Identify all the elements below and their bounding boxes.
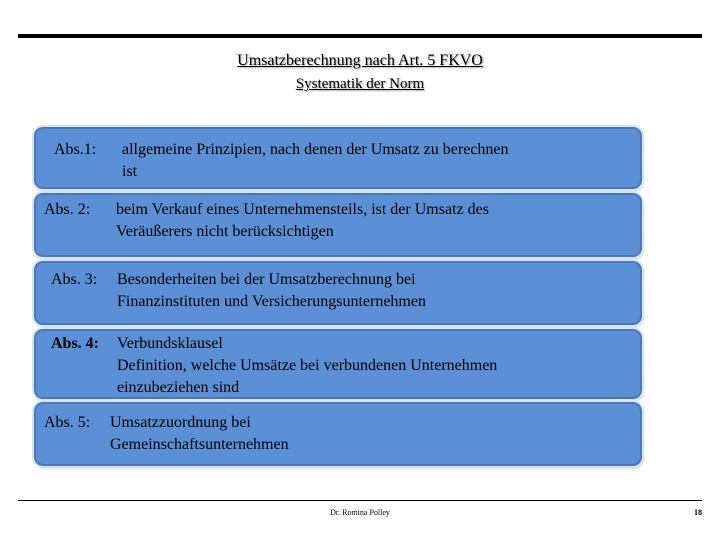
page-subtitle: Systematik der Norm	[295, 76, 425, 92]
paragraph-text	[110, 412, 289, 456]
paragraph-line: Gemeinschaftsunternehmen	[110, 436, 289, 453]
paragraph-box-abs-1	[34, 127, 642, 189]
paragraph-box-abs-2	[34, 193, 642, 257]
paragraph-line: einzubeziehen sind	[117, 379, 240, 396]
paragraph-line: Veräußerers nicht berücksichtigen	[116, 223, 334, 240]
paragraph-label: Abs. 3:	[51, 271, 98, 288]
paragraph-line: allgemeine Prinzipien, nach denen der Umsatz zu berechnen	[122, 141, 509, 158]
paragraph-label: Abs. 2:	[44, 201, 91, 218]
paragraph-label: Abs. 5:	[44, 414, 91, 431]
paragraph-line: Umsatzzuordnung bei	[110, 414, 251, 431]
paragraph-text	[122, 139, 509, 183]
paragraph-line: Definition, welche Umsätze bei verbundenen Unternehmen	[117, 357, 498, 374]
footer-author: Dr. Romina Polley	[330, 508, 390, 517]
page-title: Umsatzberechnung nach Art. 5 FKVO	[237, 52, 483, 69]
paragraph-box-abs-3	[34, 261, 642, 325]
page-number: 18	[694, 508, 702, 517]
paragraph-line: Besonderheiten bei der Umsatzberechnung bei	[117, 271, 416, 288]
paragraph-line: Verbundsklausel	[117, 335, 223, 352]
paragraph-label: Abs. 4:	[51, 335, 100, 352]
paragraph-label: Abs.1:	[54, 141, 97, 158]
bottom-rule	[18, 500, 702, 501]
paragraph-text	[116, 199, 489, 243]
top-rule	[18, 34, 702, 38]
paragraph-line: beim Verkauf eines Unternehmensteils, ist der Umsatz des	[116, 201, 489, 218]
paragraph-text	[117, 333, 497, 399]
paragraph-line: ist	[122, 163, 138, 180]
paragraph-line: Finanzinstituten und Versicherungsunternehmen	[117, 293, 426, 310]
paragraph-box-abs-4	[34, 329, 642, 399]
paragraph-box-abs-5	[34, 402, 642, 466]
paragraph-text	[117, 269, 426, 313]
